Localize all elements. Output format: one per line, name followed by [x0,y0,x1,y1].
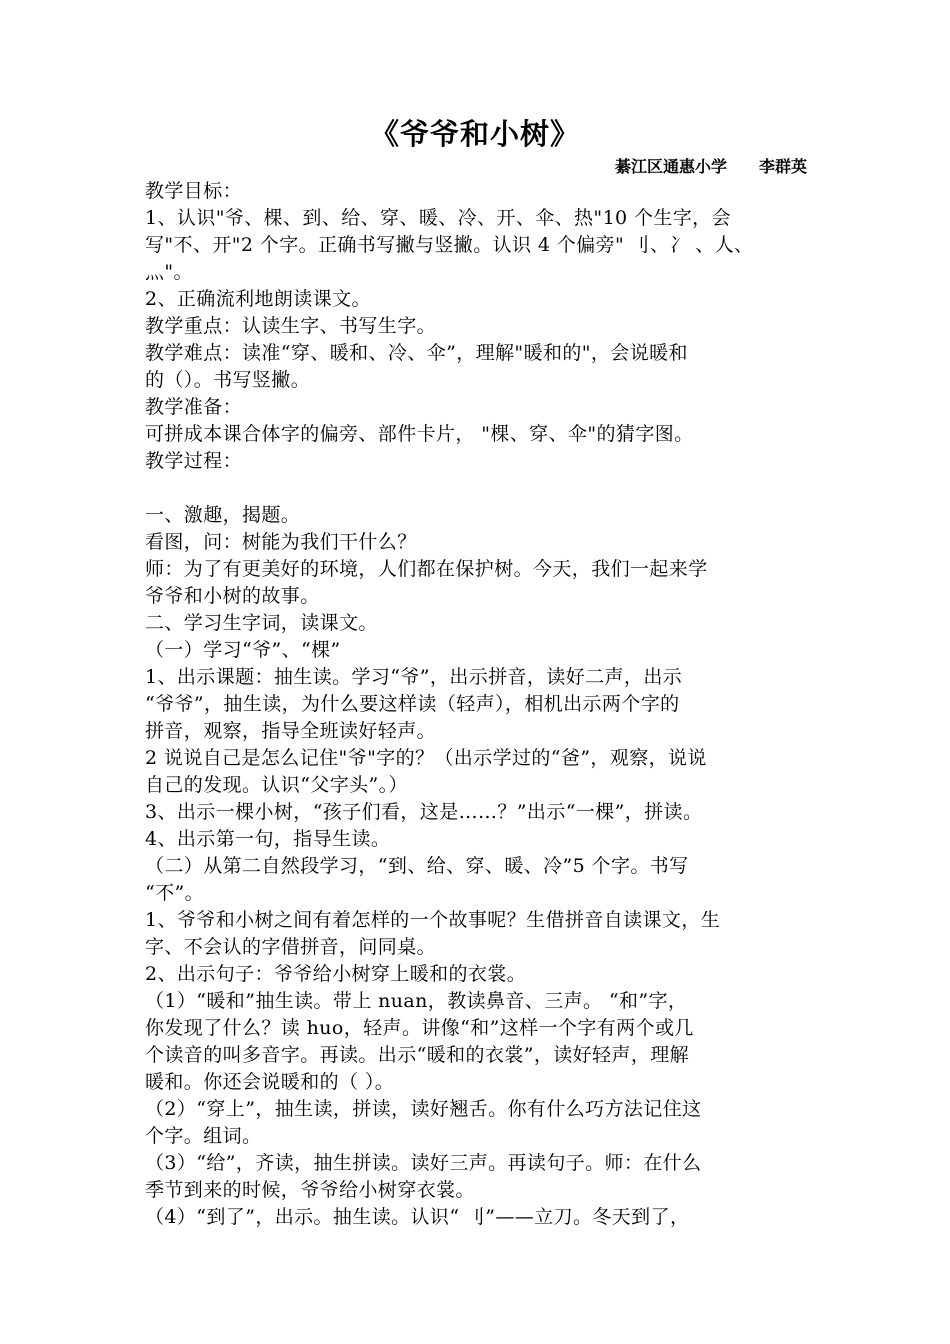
text-line: 灬"。 [145,261,193,283]
text-line: 2、正确流利地朗读课文。 [145,288,371,310]
text-line: 看图，问：树能为我们干什么？ [145,531,417,553]
text-line: 二、学习生字词，读课文。 [145,612,378,634]
text-line: 教学过程： [145,450,243,472]
text-line: 自己的发现。认识“父字头”。） [145,774,408,796]
text-line: 你发现了什么？读 huo，轻声。讲像“和”这样一个字有两个或几 [145,1017,694,1039]
text-line: 的（）。书写竖撇。 [145,369,311,391]
text-line: （2）“穿上”，抽生读，拼读，读好翘舌。你有什么巧方法记住这 [145,1098,702,1120]
blank-line [145,475,817,502]
text-line: 个字。组词。 [145,1125,262,1147]
text-line: 个读音的叫多音字。再读。出示“暖和的衣裳”，读好轻声，理解 [145,1044,690,1066]
document-title: 《爷爷和小树》 [369,117,580,151]
text-line: 一、激趣，揭题。 [145,504,301,526]
text-line: “不”。 [145,882,205,904]
text-line: 写"不、开"2 个字。正确书写撇与竖撇。认识 4 个偏旁" 刂、冫 、人、 [145,234,754,256]
text-line: 教学准备： [145,396,243,418]
text-line: 2、出示句子：爷爷给小树穿上暖和的衣裳。 [145,963,527,985]
text-line: 教学难点：读准“穿、暖和、冷、伞”，理解"暖和的"，会说暖和 [145,342,688,364]
text-line: 拼音，观察，指导全班读好轻声。 [145,720,437,742]
text-line: 教学重点：认读生字、书写生字。 [145,315,437,337]
text-line: “爷爷”，抽生读，为什么要这样读（轻声），相机出示两个字的 [145,693,680,715]
text-line: （3）“给”，齐读，抽生拼读。读好三声。再读句子。师：在什么 [145,1152,702,1174]
text-line: （二）从第二自然段学习，“到、给、穿、暖、冷”5 个字。书写 [145,855,689,877]
text-line: 1、出示课题：抽生读。学习“爷”，出示拼音，读好二声，出示 [145,666,683,688]
text-line: 2 说说自己是怎么记住"爷"字的？（出示学过的“爸”，观察，说说 [145,747,707,769]
text-line: （1）“暖和”抽生读。带上 nuan，教读鼻音、三声。 “和”字， [145,990,688,1012]
text-line: 1、认识"爷、棵、到、给、穿、暖、冷、开、伞、热"10 个生字，会 [145,207,731,229]
text-line: （一）学习“爷”、“棵” [145,639,341,661]
text-line: 4、出示第一句，指导生读。 [145,828,391,850]
text-line: 季节到来的时候，爷爷给小树穿衣裳。 [145,1179,475,1201]
text-line: 可拼成本课合体字的偏旁、部件卡片， "棵、穿、伞"的猜字图。 [145,423,694,445]
text-line: （4）“到了”，出示。抽生读。认识“ 刂”——立刀。冬天到了， [145,1206,690,1228]
text-line: 1、爷爷和小树之间有着怎样的一个故事呢？生借拼音自读课文，生 [145,909,721,931]
text-line: 3、出示一棵小树，“孩子们看，这是……？”出示“一棵”，拼读。 [145,801,703,823]
document-body [145,178,817,1231]
text-line: 暖和。你还会说暖和的（ ）。 [145,1071,395,1093]
text-line: 师：为了有更美好的环境，人们都在保护树。今天，我们一起来学 [145,558,708,580]
text-line: 爷爷和小树的故事。 [145,585,320,607]
author-line: 綦江区通惠小学 李群英 [614,157,807,176]
text-line: 教学目标： [145,180,243,202]
text-line: 字、不会认的字借拼音，问同桌。 [145,936,437,958]
